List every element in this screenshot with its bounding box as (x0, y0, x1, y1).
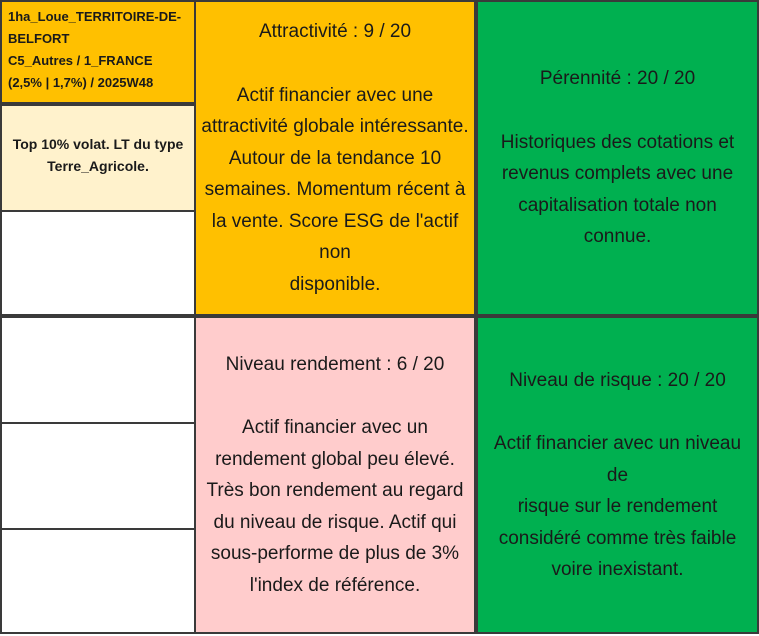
text-line: la vente. Score ESG de l'actif non (211, 210, 459, 263)
rendement-title: Niveau rendement : 6 / 20 (225, 353, 445, 375)
empty-cell-4 (0, 528, 196, 634)
asset-rates-week: (2,5% | 1,7%) / 2025W48 (8, 75, 154, 90)
text-line: capitalisation totale non (518, 194, 717, 216)
asset-name-line1: 1ha_Loue_TERRITOIRE-DE- (8, 9, 182, 24)
rendement-text (206, 412, 463, 601)
text-line: rendement global peu élevé. (215, 448, 455, 470)
attractivite-title: Attractivité : 9 / 20 (258, 21, 412, 42)
empty-cell-3 (0, 422, 196, 530)
text-line: l'index de référence. (249, 574, 421, 596)
volatility-note-line2: Terre_Agricole. (47, 158, 149, 174)
text-line: sous-performe de plus de 3% (210, 543, 460, 565)
text-line: voire inexistant. (551, 559, 684, 580)
risque-panel (476, 316, 759, 634)
text-line: Très bon rendement au regard (206, 480, 464, 502)
text-line: disponible. (289, 273, 381, 295)
asset-name-line2: BELFORT (8, 31, 70, 46)
perennite-panel (476, 0, 759, 316)
text-line: revenus complets avec une (501, 163, 734, 185)
asset-category: C5_Autres / 1_FRANCE (8, 53, 153, 68)
risque-title: Niveau de risque : 20 / 20 (509, 369, 726, 391)
rendement-panel (194, 316, 476, 634)
text-line: Autour de la tendance 10 (228, 147, 442, 169)
perennite-title: Pérennité : 20 / 20 (539, 68, 696, 90)
text-line: attractivité globale intéressante. (201, 116, 469, 137)
text-line: du niveau de risque. Actif qui (213, 511, 457, 533)
attractivite-text (200, 80, 470, 301)
attractivite-panel (194, 0, 476, 316)
perennite-text (501, 127, 734, 253)
text-line: Actif financier avec un niveau de (493, 433, 742, 486)
text-line: considéré comme très faible (498, 527, 737, 549)
empty-cell-2 (0, 316, 196, 424)
risque-text (482, 428, 753, 586)
volatility-note-line1: Top 10% volat. LT du type (12, 136, 184, 152)
text-line: risque sur le rendement (517, 496, 718, 517)
text-line: Historiques des cotations et (500, 131, 735, 153)
volatility-note-cell (0, 104, 196, 212)
asset-header-cell (0, 0, 196, 104)
text-line: Actif financier avec une (236, 84, 434, 106)
text-line: connue. (583, 226, 652, 248)
text-line: semaines. Momentum récent à (204, 179, 466, 200)
empty-cell-1 (0, 210, 196, 316)
text-line: Actif financier avec un (242, 417, 428, 439)
